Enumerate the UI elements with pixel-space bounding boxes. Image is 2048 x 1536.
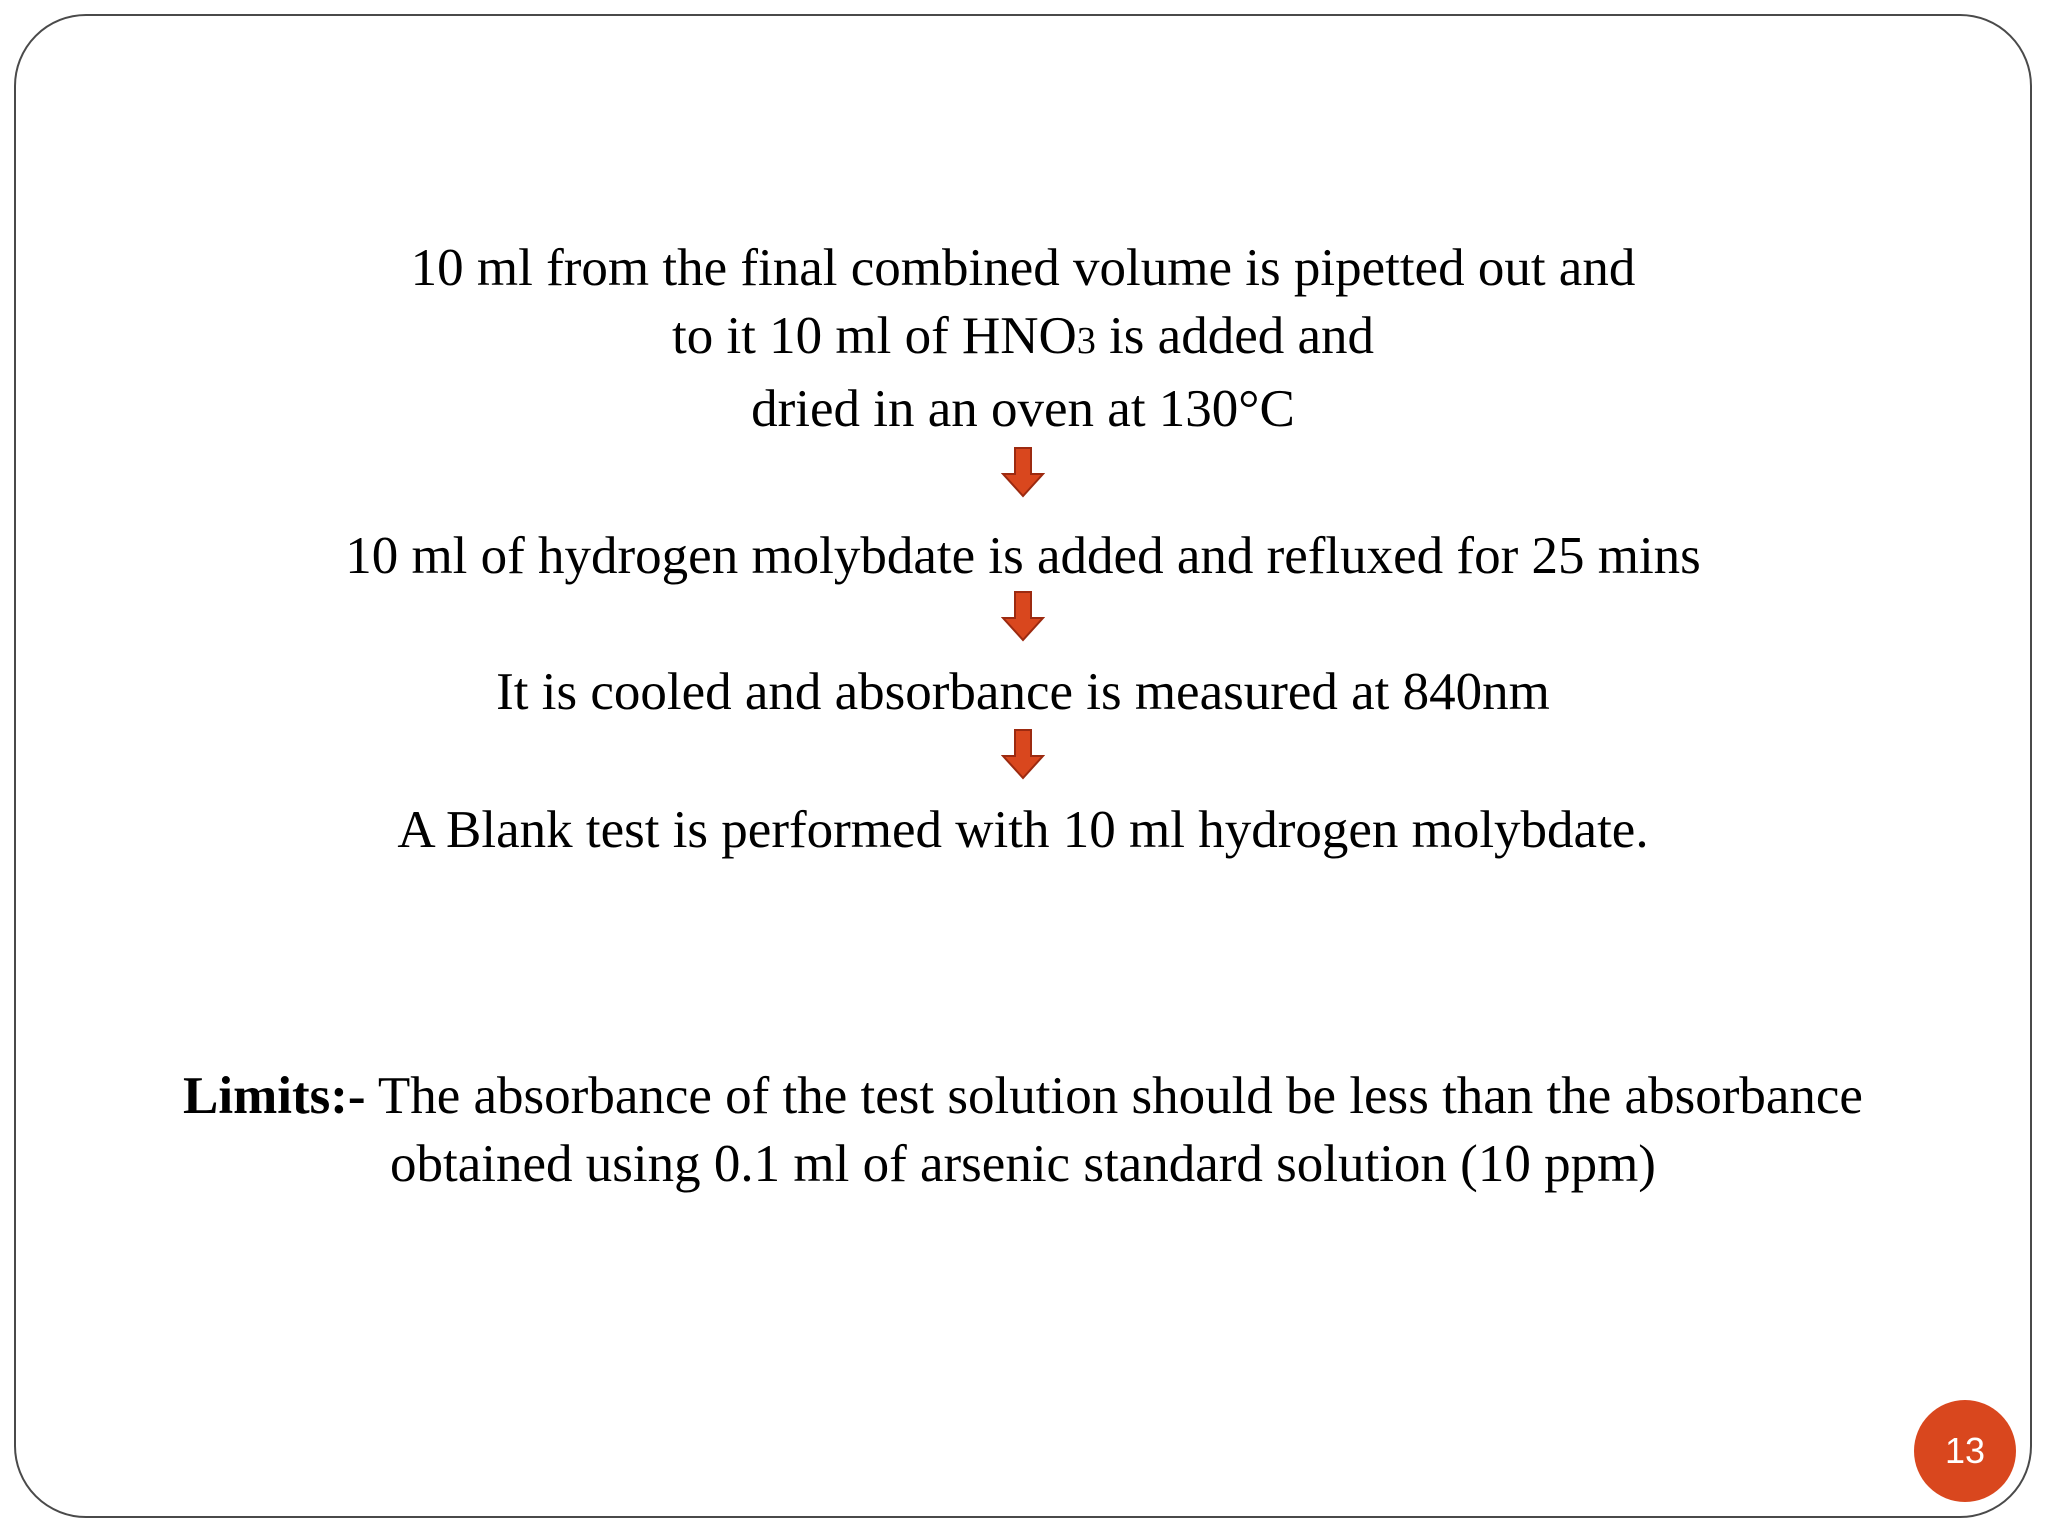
limits-block	[16, 1062, 2030, 1198]
subscript-3: 3	[1076, 320, 1096, 362]
down-arrow-icon	[1001, 590, 1045, 642]
step-1-line-2	[16, 302, 2030, 375]
limits-label: Limits:-	[183, 1067, 366, 1125]
step-1-line-2-text: to it 10 ml of HNO	[671, 307, 1077, 365]
down-arrow-icon	[1001, 728, 1045, 780]
step-4	[16, 796, 2030, 864]
step-3-line-1: It is cooled and absorbance is measured at 840nm	[496, 663, 1550, 721]
step-1-line-1: 10 ml from the final combined volume is pipetted out and	[410, 239, 1636, 297]
step-4-line-1: A Blank test is performed with 10 ml hydrogen molybdate.	[397, 801, 1649, 859]
step-1-line-3: dried in an oven at 130°C	[751, 380, 1295, 438]
limits-line-1	[16, 1062, 2030, 1130]
limits-line-2: obtained using 0.1 ml of arsenic standard solution (10 ppm)	[390, 1135, 1656, 1193]
step-3	[16, 658, 2030, 726]
slide-frame	[14, 14, 2032, 1518]
down-arrow-icon	[1001, 446, 1045, 498]
page-number-badge: 13	[1914, 1400, 2016, 1502]
step-2-line-1: 10 ml of hydrogen molybdate is added and refluxed for 25 mins	[345, 527, 1701, 585]
step-2	[16, 522, 2030, 590]
step-1	[16, 234, 2030, 443]
step-1-line-2-suffix: is added and	[1095, 307, 1375, 365]
limits-line-1-text: The absorbance of the test solution should be less than the absorbance	[365, 1067, 1863, 1125]
